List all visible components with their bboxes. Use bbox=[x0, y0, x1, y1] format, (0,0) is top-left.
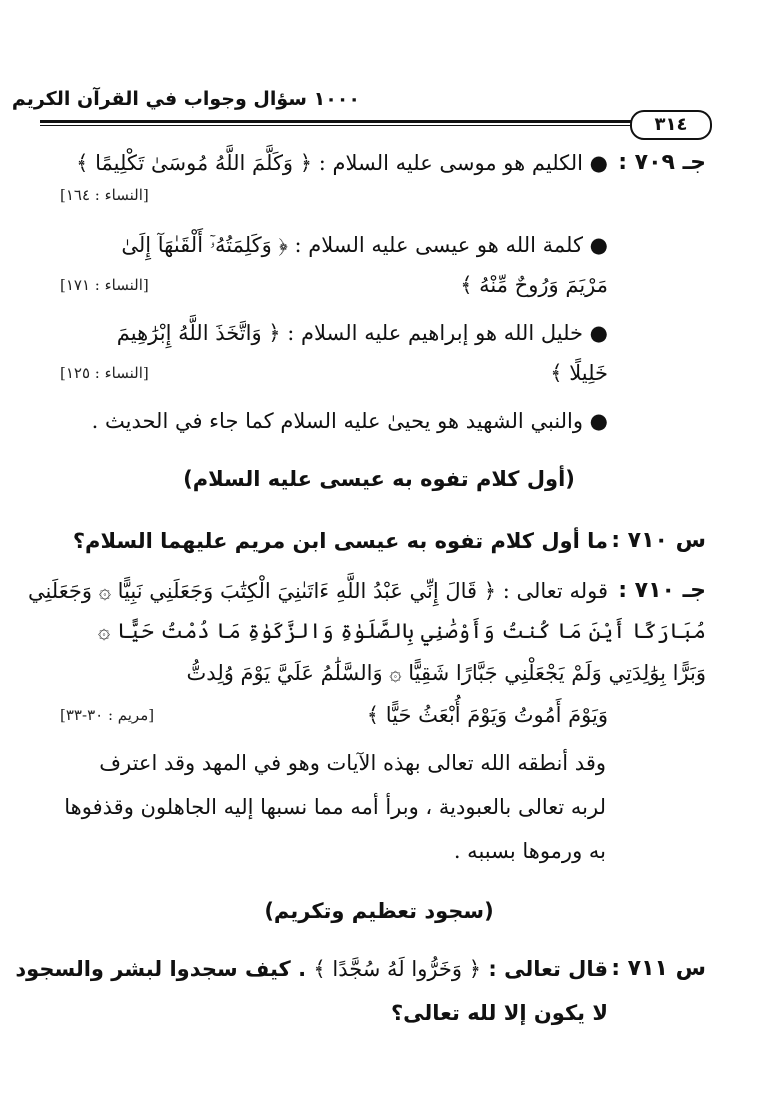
answer-709-line1 bbox=[76, 146, 608, 180]
page-number: ٣١٤ bbox=[630, 110, 712, 140]
question-711-verse: ﴿ وَخَرُّوا لَهُ سُجَّدًا ﴾ bbox=[313, 957, 482, 981]
answer-710-label: جـ ٧١٠ : bbox=[618, 578, 706, 603]
answer-710-ref: [مريم : ٣٠-٣٣] bbox=[60, 706, 155, 724]
question-710-label: س ٧١٠ : bbox=[611, 528, 706, 553]
answer-709-item3-text: ● خليل الله هو إبراهيم عليه السلام : bbox=[287, 321, 608, 345]
question-710-text: ما أول كلام تفوه به عيسى ابن مريم عليهما السلام؟ bbox=[72, 529, 608, 553]
book-title: ١٠٠٠ سؤال وجواب في القرآن الكريم bbox=[11, 88, 360, 110]
answer-709-ref3: [النساء : ١٢٥] bbox=[60, 364, 149, 382]
answer-710-para2: لربه تعالى بالعبودية ، وبرأ أمه مما نسبها إليه الجاهلون وقذفوها bbox=[64, 795, 606, 819]
question-711-line2: لا يكون إلا لله تعالى؟ bbox=[390, 1001, 608, 1025]
section-heading-first-words: (أول كلام تفوه به عيسى عليه السلام) bbox=[183, 467, 575, 491]
question-711-text-b: . كيف سجدوا لبشر والسجود bbox=[15, 957, 307, 981]
answer-710-line2: مُبَارَكًا أَيْنَ مَا كُنتُ وَأَوْصَٰنِي بِالصَّلَوٰةِ وَالزَّكَوٰةِ مَا دُمْتُ حَيًّا ۞ bbox=[97, 619, 706, 643]
answer-710-para3: به ورموها بسببه . bbox=[453, 839, 606, 863]
question-711-label: س ٧١١ : bbox=[611, 956, 706, 981]
answer-709-item3-verse-b: خَلِيلًا ﴾ bbox=[550, 361, 608, 385]
answer-709-ref1: [النساء : ١٦٤] bbox=[60, 186, 149, 204]
answer-709-item2-text: ● كلمة الله هو عيسى عليه السلام : bbox=[294, 233, 608, 257]
answer-709-ref2: [النساء : ١٧١] bbox=[60, 276, 149, 294]
answer-709-line1-text: ● الكليم هو موسى عليه السلام : bbox=[318, 151, 608, 175]
question-711-line1 bbox=[15, 952, 608, 986]
header-rule bbox=[40, 120, 632, 126]
answer-710-line1: قوله تعالى : ﴿ قَالَ إِنِّي عَبْدُ اللَّهِ ءَاتَىٰنِيَ الْكِتَٰبَ وَجَعَلَنِي نَبِيًّا ۞ وَجَعَلَنِي bbox=[27, 579, 608, 603]
answer-709-item4: ● والنبي الشهيد هو يحيىٰ عليه السلام كما جاء في الحديث . bbox=[91, 409, 608, 433]
answer-710-para1: وقد أنطقه الله تعالى بهذه الآيات وهو في المهد وقد اعترف bbox=[99, 751, 606, 775]
question-711-text-a: قال تعالى : bbox=[488, 957, 608, 981]
answer-709-item2-line1 bbox=[121, 228, 608, 262]
answer-710-line4: وَيَوْمَ أَمُوتُ وَيَوْمَ أُبْعَثُ حَيًّا ﴾ bbox=[366, 703, 608, 727]
answer-709-item2-verse-a: ﴿ وَكَلِمَتُهُۥٓ أَلْقَىٰهَآ إِلَىٰ bbox=[121, 233, 288, 257]
answer-709-item2-verse-b: مَرْيَمَ وَرُوحٌ مِّنْهُ ﴾ bbox=[460, 273, 608, 297]
answer-709-item3-verse-a: ﴿ وَاتَّخَذَ اللَّهُ إِبْرَٰهِيمَ bbox=[116, 321, 281, 345]
answer-710-line3: وَبَرًّا بِوَٰلِدَتِي وَلَمْ يَجْعَلْنِي جَبَّارًا شَقِيًّا ۞ وَالسَّلَٰمُ عَلَيَّ يَوْمَ وُلِدتُّ bbox=[186, 661, 706, 685]
section-heading-prostration: (سجود تعظيم وتكريم) bbox=[264, 899, 494, 923]
answer-709-item3-line1 bbox=[117, 316, 608, 350]
answer-709-label: جـ ٧٠٩ : bbox=[618, 150, 706, 175]
answer-709-line1-verse: ﴿ وَكَلَّمَ اللَّهُ مُوسَىٰ تَكْلِيمًا ﴾ bbox=[76, 151, 313, 175]
